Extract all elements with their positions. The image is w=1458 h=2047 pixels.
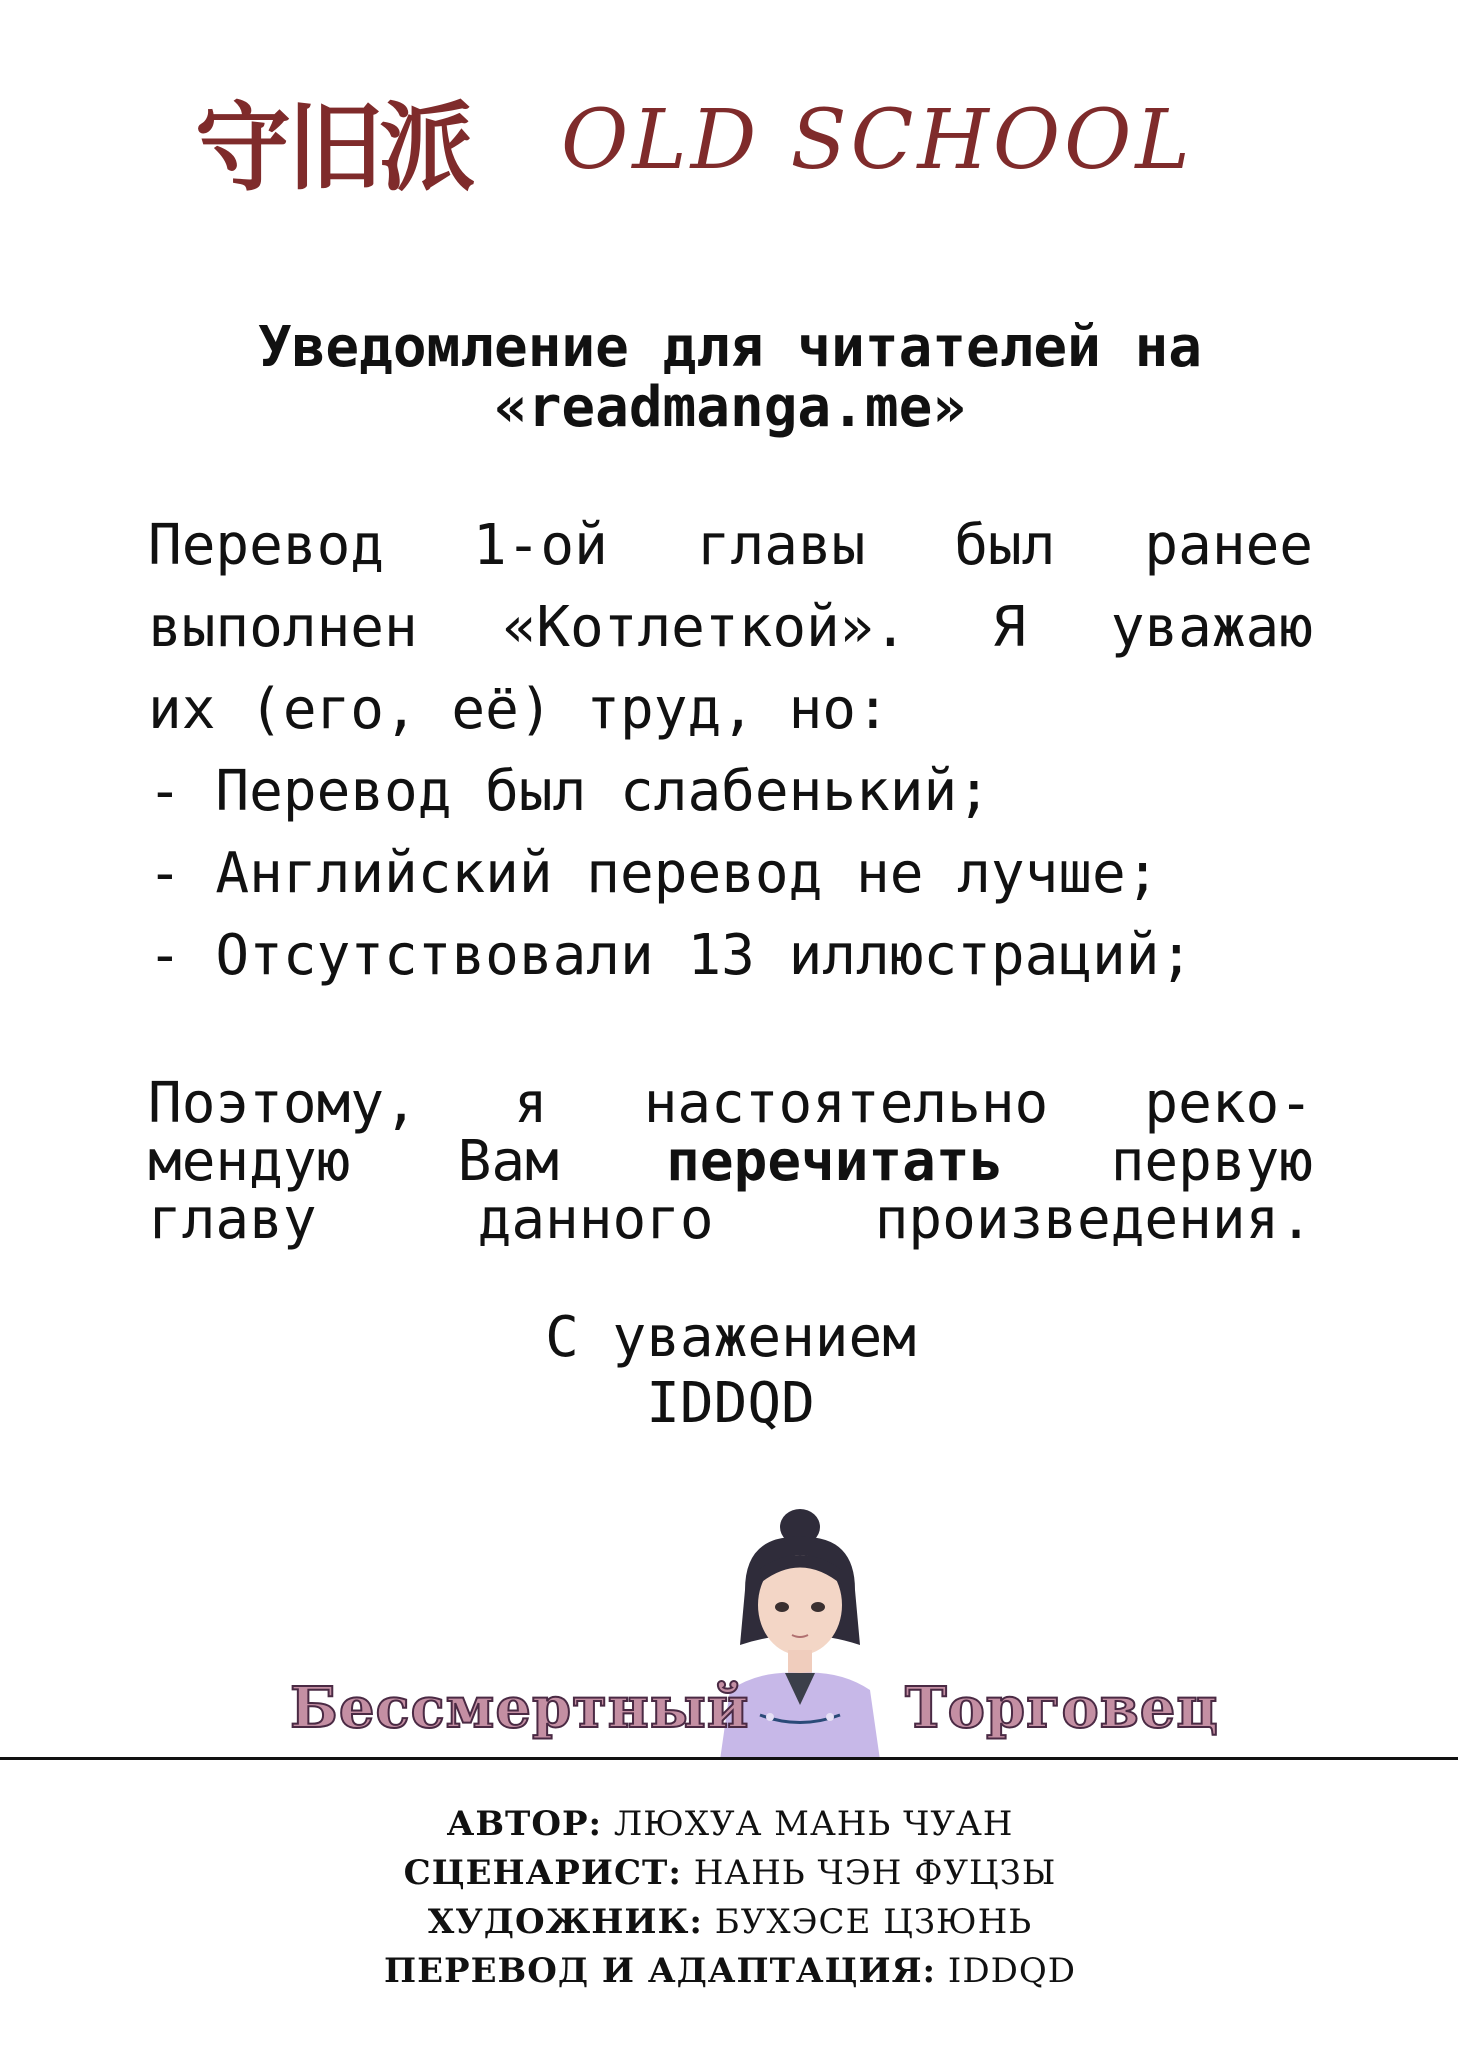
logo-english-text: OLD SCHOOL	[561, 92, 1194, 188]
emphasis-reread: перечитать	[666, 1129, 1004, 1194]
word: настоятельно	[643, 1071, 1049, 1136]
body-line-1	[148, 505, 1313, 587]
word: Я	[992, 595, 1026, 660]
series-title-right: Торговец	[905, 1675, 1219, 1741]
word: «Котлеткой».	[502, 595, 908, 660]
credit-translation-value: IDDQD	[947, 1951, 1077, 1991]
credit-artist	[300, 1898, 1160, 1947]
series-title-left: Бессмертный	[290, 1675, 750, 1741]
recommend-line-2	[148, 1129, 1313, 1194]
word: уважаю	[1110, 595, 1313, 660]
credit-artist-value: БУХЭСЕ ЦЗЮНЬ	[714, 1902, 1033, 1942]
recommend-line-1	[148, 1071, 1313, 1136]
bullet-item-2: - Английский перевод не лучше;	[148, 841, 1160, 906]
notice-title-line1: Уведомление для читателей на	[257, 315, 1202, 380]
word: был	[954, 513, 1056, 578]
recommendation-paragraph	[148, 1071, 1313, 1252]
notice-title-line2: «readmanga.me»	[493, 375, 966, 440]
word: мендую	[148, 1129, 351, 1194]
credit-translation	[300, 1947, 1160, 1996]
notice-title	[140, 315, 1320, 440]
word: Поэтому,	[148, 1071, 418, 1136]
logo-chinese-text: 守旧派	[195, 91, 471, 204]
credit-writer-label: СЦЕНАРИСТ:	[403, 1853, 682, 1893]
credit-author	[300, 1800, 1160, 1849]
word: Вам	[457, 1129, 559, 1194]
word: я	[513, 1071, 548, 1136]
body-line-2	[148, 587, 1313, 669]
bullet-item-3: - Отсутствовали 13 иллюстраций;	[148, 923, 1194, 988]
credits-block	[300, 1800, 1160, 1996]
recommend-line-3	[148, 1187, 1313, 1252]
credit-artist-label: ХУДОЖНИК:	[427, 1902, 703, 1942]
body-line-3: их (его, её) труд, но:	[148, 677, 890, 742]
word: произведения.	[874, 1187, 1313, 1252]
signature-name: IDDQD	[646, 1371, 815, 1436]
word: реко-	[1144, 1071, 1313, 1136]
word: ранее	[1144, 513, 1313, 578]
credit-author-label: АВТОР:	[446, 1804, 603, 1844]
credit-writer-value: НАНЬ ЧЭН ФУЦЗЫ	[693, 1853, 1057, 1893]
word: главу	[148, 1187, 317, 1252]
divider-line	[0, 1757, 1458, 1760]
word: главы	[696, 513, 866, 578]
word: 1-ой	[472, 513, 608, 578]
header-logo	[195, 85, 1295, 204]
credit-writer	[300, 1849, 1160, 1898]
credit-translation-label: ПЕРЕВОД И АДАПТАЦИЯ:	[383, 1951, 937, 1991]
word: данного	[477, 1187, 714, 1252]
word: первую	[1110, 1129, 1313, 1194]
notice-body	[148, 505, 1313, 997]
signature-greeting: С уважением	[545, 1305, 916, 1370]
word: выполнен	[148, 595, 418, 660]
signature	[148, 1305, 1313, 1437]
word: Перевод	[148, 513, 385, 578]
bullet-item-1: - Перевод был слабенький;	[148, 759, 991, 824]
credit-author-value: ЛЮХУА МАНЬ ЧУАН	[613, 1804, 1014, 1844]
